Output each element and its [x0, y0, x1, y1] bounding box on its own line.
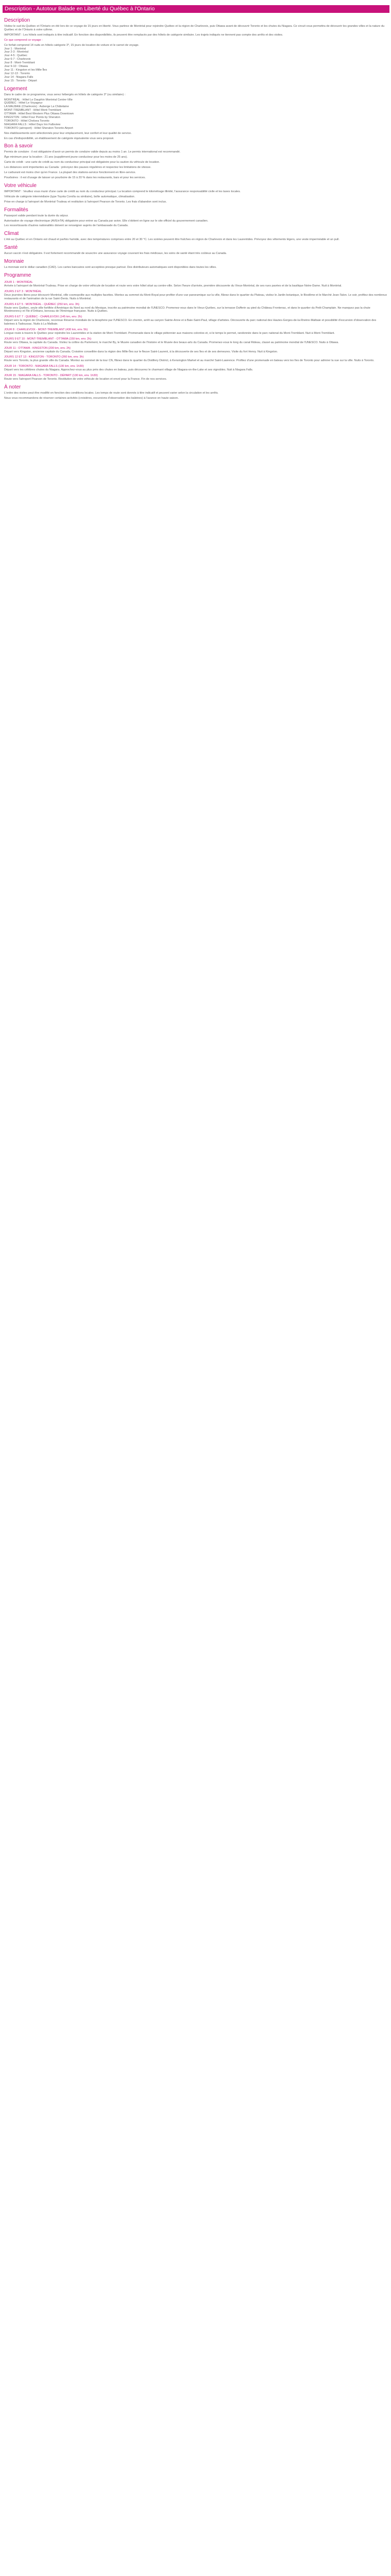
description-section: [4, 18, 387, 83]
formalities-paragraph: Autorisation de voyage électronique (AVE/eTA) obligatoire pour entrer au Canada par avion. Elle s'obtient en ligne sur le site officiel du gouvernement canadien.: [4, 219, 208, 223]
lodging-section: [4, 86, 387, 141]
program-section: [4, 273, 387, 381]
day-text: Longue route à travers le Québec pour rejoindre les Laurentides et la station de Mont-Tremblant. Promenade dans le village piétonnier aux maisons colorées et, si le temps le permet, randonnée dans le parc national du Mont-Tremblant. Nuit à Mont-Tremblant.: [4, 331, 335, 335]
day-text: Départ vers la région de Charlevoix, reconnue Réserve mondiale de la biosphère par l'UNESCO. En chemin, arrêt au canyon Sainte-Anne et à Baie-Saint-Paul, village d'artistes. Découverte du parc national des Hautes-Gorges-de-la-Rivière-Malbaie et possibilité d'excursion d'observation des baleines à Tadoussac. Nuits à La Malbaie.: [4, 319, 377, 326]
vehicle-paragraph: IMPORTANT : Veuillez vous munir d'une carte de crédit au nom du conducteur principal. La location comprend le kilométrage illimité, l'assurance responsabilité civile et les taxes locales.: [4, 190, 241, 193]
day-item: [4, 303, 387, 314]
day-title: JOUR 8 : CHARLEVOIX - MONT-TREMBLANT (430 km, env. 5h): [4, 328, 88, 332]
formalities-heading: Formalités: [4, 207, 28, 213]
currency-heading: Monnaie: [4, 259, 24, 265]
description-heading: Description: [4, 18, 30, 23]
day-item: [4, 337, 387, 345]
formalities-paragraph: Les ressortissants d'autres nationalités doivent se renseigner auprès de l'ambassade du Canada.: [4, 224, 128, 228]
note-section: [4, 384, 387, 400]
formalities-paragraph: Passeport valide pendant toute la durée du séjour.: [4, 214, 69, 217]
good-to-know-item: Carte de crédit : une carte de crédit au nom du conducteur principal est obligatoire pour la caution du véhicule de location.: [4, 161, 160, 164]
day-item: [4, 315, 387, 326]
day-title: JOUR 11 : OTTAWA - KINGSTON (200 km, env. 2h): [4, 346, 71, 350]
page: [0, 5, 391, 400]
list-item: NIAGARA FALLS : Hôtel Days Inn Fallsview: [4, 123, 61, 126]
list-item: KINGSTON : Hôtel Four Points by Sheraton: [4, 116, 60, 120]
description-paragraph: IMPORTANT : Les hôtels sont indiqués à titre indicatif. En fonction des disponibilités, ils peuvent être remplacés par des hôtels de catégorie similaire. Les trajets indiqués ne tiennent pas compte des arrêts et des visites.: [4, 33, 283, 37]
good-to-know-item: Permis de conduire : il est obligatoire d'avoir un permis de conduire valide depuis au moins 1 an. Le permis international est recommandé.: [4, 150, 181, 154]
day-item: [4, 365, 387, 372]
note-paragraph: L'ordre des visites peut être modifié en fonction des conditions locales. Les temps de route sont donnés à titre indicatif et peuvent varier selon la circulation et les arrêts.: [4, 391, 219, 395]
list-item: Ce forfait comprend 14 nuits en hôtels catégorie 3*, 15 jours de location de voiture et le carnet de voyage.: [4, 43, 139, 47]
page-title-bar: [3, 5, 389, 13]
list-item: MONT-TREMBLANT : Hôtel Mont-Tremblant: [4, 109, 61, 112]
day-text: Route vers Québec, seule ville fortifiée d'Amérique du Nord au nord du Mexique, inscrite au patrimoine mondial de l'UNESCO. Promenez-vous dans le Vieux-Québec, sur la terrasse Dufferin au pied du Château Frontenac, et dans le quartier du Petit-Champlain. Ne manquez pas la chute Montmorency et l'île d'Orléans, berceau de l'Amérique française. Nuits à Québec.: [4, 306, 370, 313]
list-item: Jour 14 : Niagara Falls: [4, 75, 34, 79]
climate-paragraph: L'été au Québec et en Ontario est chaud et parfois humide, avec des températures comprises entre 20 et 30 °C. Les soirées peuvent être fraîches en région de Charlevoix et dans les Laurentides. Prévoyez des vêtements légers, une veste imperméable et un pull.: [4, 238, 340, 242]
vehicle-paragraph: Véhicule de catégorie intermédiaire (type Toyota Corolla ou similaire), boîte automatique, climatisation.: [4, 195, 135, 198]
lodging-list: [4, 98, 387, 130]
list-item: Jour 1 : Montréal: [4, 47, 26, 50]
list-item: Jour 2-3 : Montréal: [4, 50, 28, 54]
day-item: [4, 328, 387, 335]
list-item: Jour 9-10 : Ottawa: [4, 65, 28, 69]
lodging-note: Nos établissements sont sélectionnés pour leur emplacement, leur confort et leur qualité de service.: [4, 131, 132, 135]
day-item: [4, 290, 387, 301]
day-title: JOURS 12 ET 13 : KINGSTON - TORONTO (260 km, env. 3h): [4, 355, 84, 359]
day-text: Route vers l'aéroport Pearson de Toronto. Restitution de votre véhicule de location et envol pour la France. Fin de nos services.: [4, 378, 167, 381]
list-item: LA MALBAIE (Charlevoix) : Auberge La Châtelaine: [4, 105, 69, 109]
health-section: [4, 245, 387, 256]
good-to-know-section: [4, 143, 387, 179]
formalities-section: [4, 207, 387, 228]
list-item: OTTAWA : Hôtel Best Western Plus Ottawa Downtown: [4, 112, 74, 116]
day-text: Deux journées libres pour découvrir Montréal, ville cosmopolite aux multiples facettes. Montez au sommet du Mont-Royal pour profiter d'une vue panoramique sur la ville, flânez dans le quartier du Plateau, visitez le Jardin botanique, le Biodôme et le Marché Jean-Talon. Le soir, profitez des nombreux restaurants et de l'animation de la rue Saint-Denis. Nuits à Montréal.: [4, 293, 387, 300]
day-text: Départ vers les célèbres chutes du Niagara. Approchez-vous au plus près des chutes en bateau, puis découvrez le charmant village de Niagara-on-the-Lake et ses vignobles. Nuit à Niagara Falls.: [4, 368, 253, 372]
note-heading: À noter: [4, 384, 21, 390]
day-text: Route vers Toronto, la plus grande ville du Canada. Montez au sommet de la tour CN, flânez dans le quartier du Distillery District, à Kensington Market et au marché Saint-Lawrence. Profitez d'une promenade en bateau vers les îles de Toronto pour admirer la vue sur la ville. Nuits à Toronto.: [4, 359, 374, 363]
good-to-know-item: Âge minimum pour la location : 21 ans (supplément jeune conducteur pour les moins de 25 ans).: [4, 156, 128, 159]
climate-heading: Climat: [4, 231, 19, 237]
list-item: Jour 15 : Toronto - Départ: [4, 79, 37, 82]
list-item: Jour 8 : Mont-Tremblant: [4, 61, 35, 65]
list-item: TORONTO : Hôtel Chelsea Toronto: [4, 119, 50, 123]
list-item: Jour 12-13 : Toronto: [4, 72, 30, 75]
list-item: QUÉBEC : Hôtel Le Voyageur: [4, 101, 43, 105]
good-to-know-item: Les distances sont importantes au Canada : prévoyez des pauses régulières et respectez les limitations de vitesse.: [4, 166, 152, 170]
day-title: JOURS 6 ET 7 : QUÉBEC - CHARLEVOIX (145 km, env. 2h): [4, 315, 82, 319]
health-paragraph: Aucun vaccin n'est obligatoire. Il est fortement recommandé de souscrire une assurance voyage couvrant les frais médicaux, les soins de santé étant très coûteux au Canada.: [4, 252, 227, 256]
description-list: [4, 44, 387, 83]
day-item: [4, 355, 387, 363]
page-title: Description - Autotour Balade en Liberté du Québec à l'Ontario: [5, 6, 155, 12]
day-text: Arrivée à l'aéroport de Montréal-Trudeau. Prise en charge de votre véhicule de location et route vers votre hôtel situé au centre-ville. Selon l'heure d'arrivée, première découverte du Vieux-Montréal, de ses rues pavées et de la basilique Notre-Dame. Nuit à Montréal.: [4, 284, 342, 287]
day-title: JOURS 4 ET 5 : MONTRÉAL - QUÉBEC (250 km, env. 3h): [4, 302, 79, 306]
currency-paragraph: La monnaie est le dollar canadien (CAD). Les cartes bancaires sont acceptées presque partout. Des distributeurs automatiques sont disponibles dans toutes les villes.: [4, 266, 217, 269]
list-item: Jour 6-7 : Charlevoix: [4, 58, 31, 61]
day-text: Départ vers Kingston, ancienne capitale du Canada. Croisière conseillée dans la région des Mille-Îles sur le fleuve Saint-Laurent, à la découverte de ses îles et de ses demeures. Visite du fort Henry. Nuit à Kingston.: [4, 350, 278, 353]
day-item: [4, 374, 387, 381]
lodging-note: En cas d'indisponibilité, un établissement de catégorie équivalente vous sera proposé.: [4, 137, 115, 140]
list-item: TORONTO (aéroport) : Hôtel Sheraton Toronto Airport: [4, 126, 73, 130]
health-heading: Santé: [4, 245, 18, 251]
lodging-heading: Logement: [4, 86, 27, 92]
description-paragraph: Visitez le sud du Québec et l'Ontario en été lors de ce voyage de 15 jours en liberté. Vous partirez de Montréal pour rejoindre Québec et la région de Charlevoix, puis Ottawa avant de découvrir Toronto et les chutes du Niagara. Ce circuit vous permettra de découvrir les grandes villes et la nature du Québec et de l'Ontario à votre rythme.: [4, 25, 385, 31]
list-item: Jour 11 : Kingston et les Mille-Îles: [4, 68, 47, 72]
good-to-know-item: Le carburant est moins cher qu'en France. La plupart des stations-service fonctionnent en libre-service.: [4, 171, 136, 175]
description-list-label: Ce que comprend ce voyage :: [4, 38, 43, 42]
day-title: JOUR 15 : NIAGARA FALLS - TORONTO - DÉPART (130 km, env. 1h30): [4, 374, 98, 378]
list-item: Jour 4-5 : Québec: [4, 54, 27, 58]
good-to-know-item: Pourboires : il est d'usage de laisser un pourboire de 15 à 20 % dans les restaurants, bars et pour les services.: [4, 176, 146, 179]
list-item: MONTRÉAL : Hôtel Le Dauphin Montréal Centre-Ville: [4, 98, 73, 101]
program-heading: Programme: [4, 273, 31, 279]
good-to-know-heading: Bon à savoir: [4, 143, 33, 149]
note-paragraph: Nous vous recommandons de réserver certaines activités (croisières, excursions d'observation des baleines) à l'avance en haute saison.: [4, 396, 179, 400]
vehicle-section: [4, 183, 387, 204]
day-title: JOURS 2 ET 3 : MONTRÉAL: [4, 290, 42, 293]
day-text: Route vers Ottawa, la capitale du Canada. Visitez la colline du Parlement, le marché By, le Musée canadien de l'histoire et le Musée des beaux-arts du Canada. Promenez-vous le long du canal Rideau, classé au patrimoine mondial de l'UNESCO. Nuits à Ottawa.: [4, 341, 339, 344]
day-item: [4, 281, 387, 288]
climate-section: [4, 231, 387, 242]
vehicle-paragraph: Prise en charge à l'aéroport de Montréal-Trudeau et restitution à l'aéroport Pearson de Toronto. Les frais d'abandon sont inclus.: [4, 200, 167, 204]
vehicle-heading: Votre véhicule: [4, 182, 37, 189]
day-item: [4, 347, 387, 354]
day-title: JOUR 1 : MONTRÉAL: [4, 281, 33, 284]
day-title: JOUR 14 : TORONTO - NIAGARA FALLS (130 km, env. 1h30): [4, 365, 84, 368]
lodging-intro: Dans le cadre de ce programme, vous serez hébergés en hôtels de catégorie 3* (ou similaire) :: [4, 93, 126, 96]
day-title: JOURS 9 ET 10 : MONT-TREMBLANT - OTTAWA (150 km, env. 2h): [4, 337, 91, 341]
currency-section: [4, 259, 387, 269]
main-content: [0, 13, 391, 400]
